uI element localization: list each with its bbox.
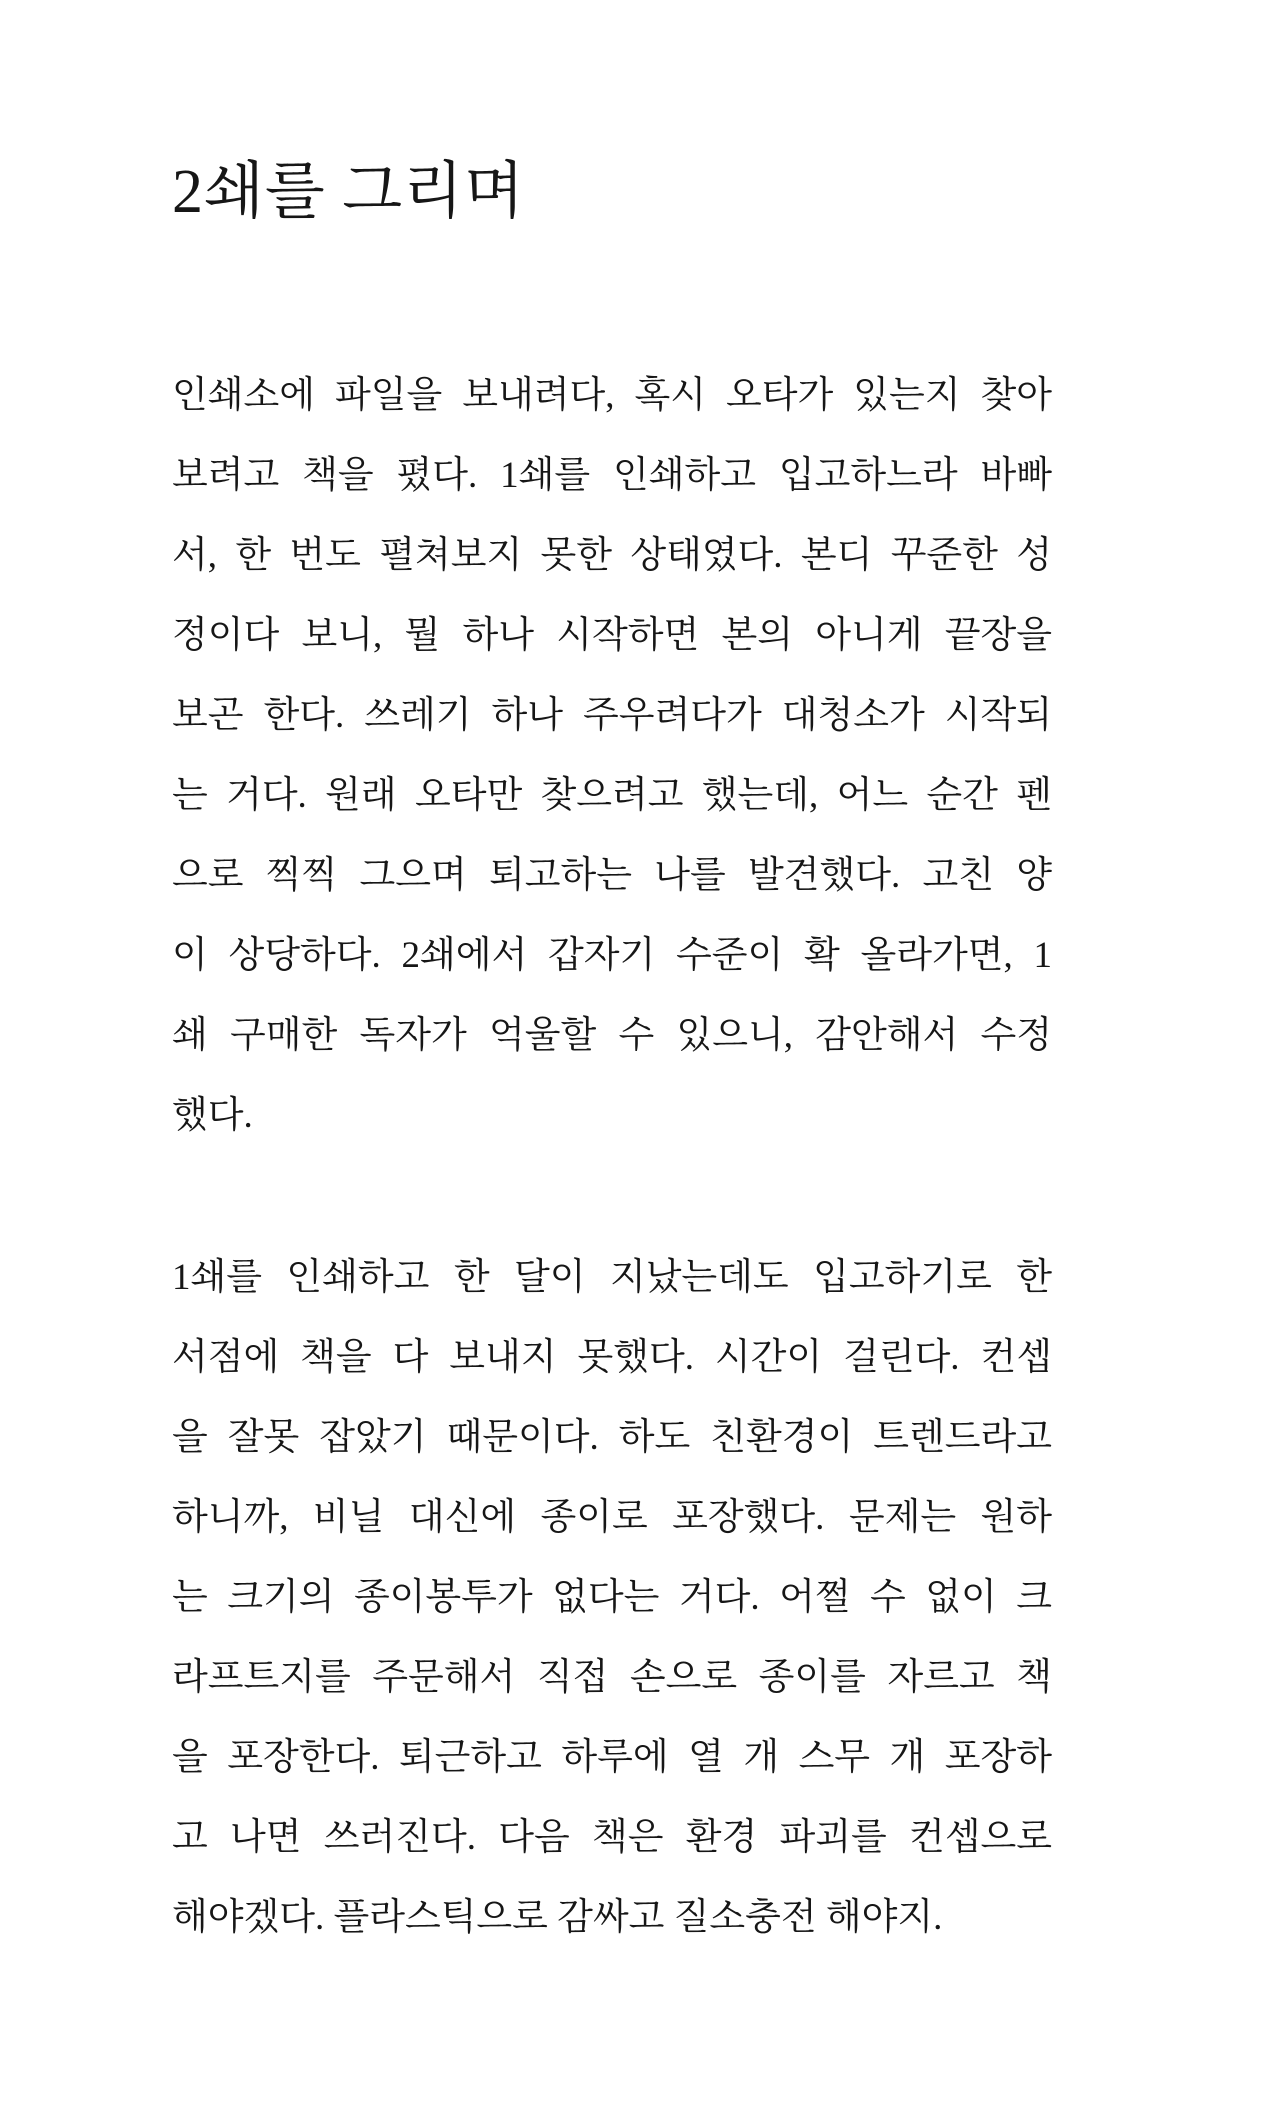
text-line: 고 나면 쓰러진다. 다음 책은 환경 파괴를 컨셉으로: [172, 1817, 1052, 1858]
text-line: 보곤 한다. 쓰레기 하나 주우려다가 대청소가 시작되: [172, 695, 1052, 736]
text-line: 는 거다. 원래 오타만 찾으려고 했는데, 어느 순간 펜: [172, 775, 1052, 816]
text-line: 1쇄를 인쇄하고 한 달이 지났는데도 입고하기로 한: [172, 1257, 1052, 1298]
text-line: 을 잘못 잡았기 때문이다. 하도 친환경이 트렌드라고: [172, 1417, 1052, 1458]
text-line: 보려고 책을 폈다. 1쇄를 인쇄하고 입고하느라 바빠: [172, 455, 1052, 496]
page-title: 2쇄를 그리며: [172, 158, 525, 226]
text-line: 이 상당하다. 2쇄에서 갑자기 수준이 확 올라가면, 1: [172, 935, 1052, 976]
paragraph-1: [172, 356, 1052, 1156]
text-line: 정이다 보니, 뭘 하나 시작하면 본의 아니게 끝장을: [172, 615, 1052, 656]
text-line: 인쇄소에 파일을 보내려다, 혹시 오타가 있는지 찾아: [172, 375, 1052, 416]
text-line: 서, 한 번도 펼쳐보지 못한 상태였다. 본디 꾸준한 성: [172, 535, 1052, 576]
text-line: 서점에 책을 다 보내지 못했다. 시간이 걸린다. 컨셉: [172, 1337, 1052, 1378]
text-line: 라프트지를 주문해서 직접 손으로 종이를 자르고 책: [172, 1657, 1052, 1698]
text-line: 으로 찍찍 그으며 퇴고하는 나를 발견했다. 고친 양: [172, 855, 1052, 896]
text-line: 쇄 구매한 독자가 억울할 수 있으니, 감안해서 수정: [172, 1015, 1052, 1056]
text-line: 을 포장한다. 퇴근하고 하루에 열 개 스무 개 포장하: [172, 1737, 1052, 1778]
text-line: 하니까, 비닐 대신에 종이로 포장했다. 문제는 원하: [172, 1497, 1052, 1538]
text-column: [172, 0, 1052, 1958]
text-line: 해야겠다. 플라스틱으로 감싸고 질소충전 해야지.: [172, 1897, 943, 1938]
text-line: 는 크기의 종이봉투가 없다는 거다. 어쩔 수 없이 크: [172, 1577, 1052, 1618]
text-line: 했다.: [172, 1095, 253, 1136]
paragraph-2: [172, 1238, 1052, 1958]
